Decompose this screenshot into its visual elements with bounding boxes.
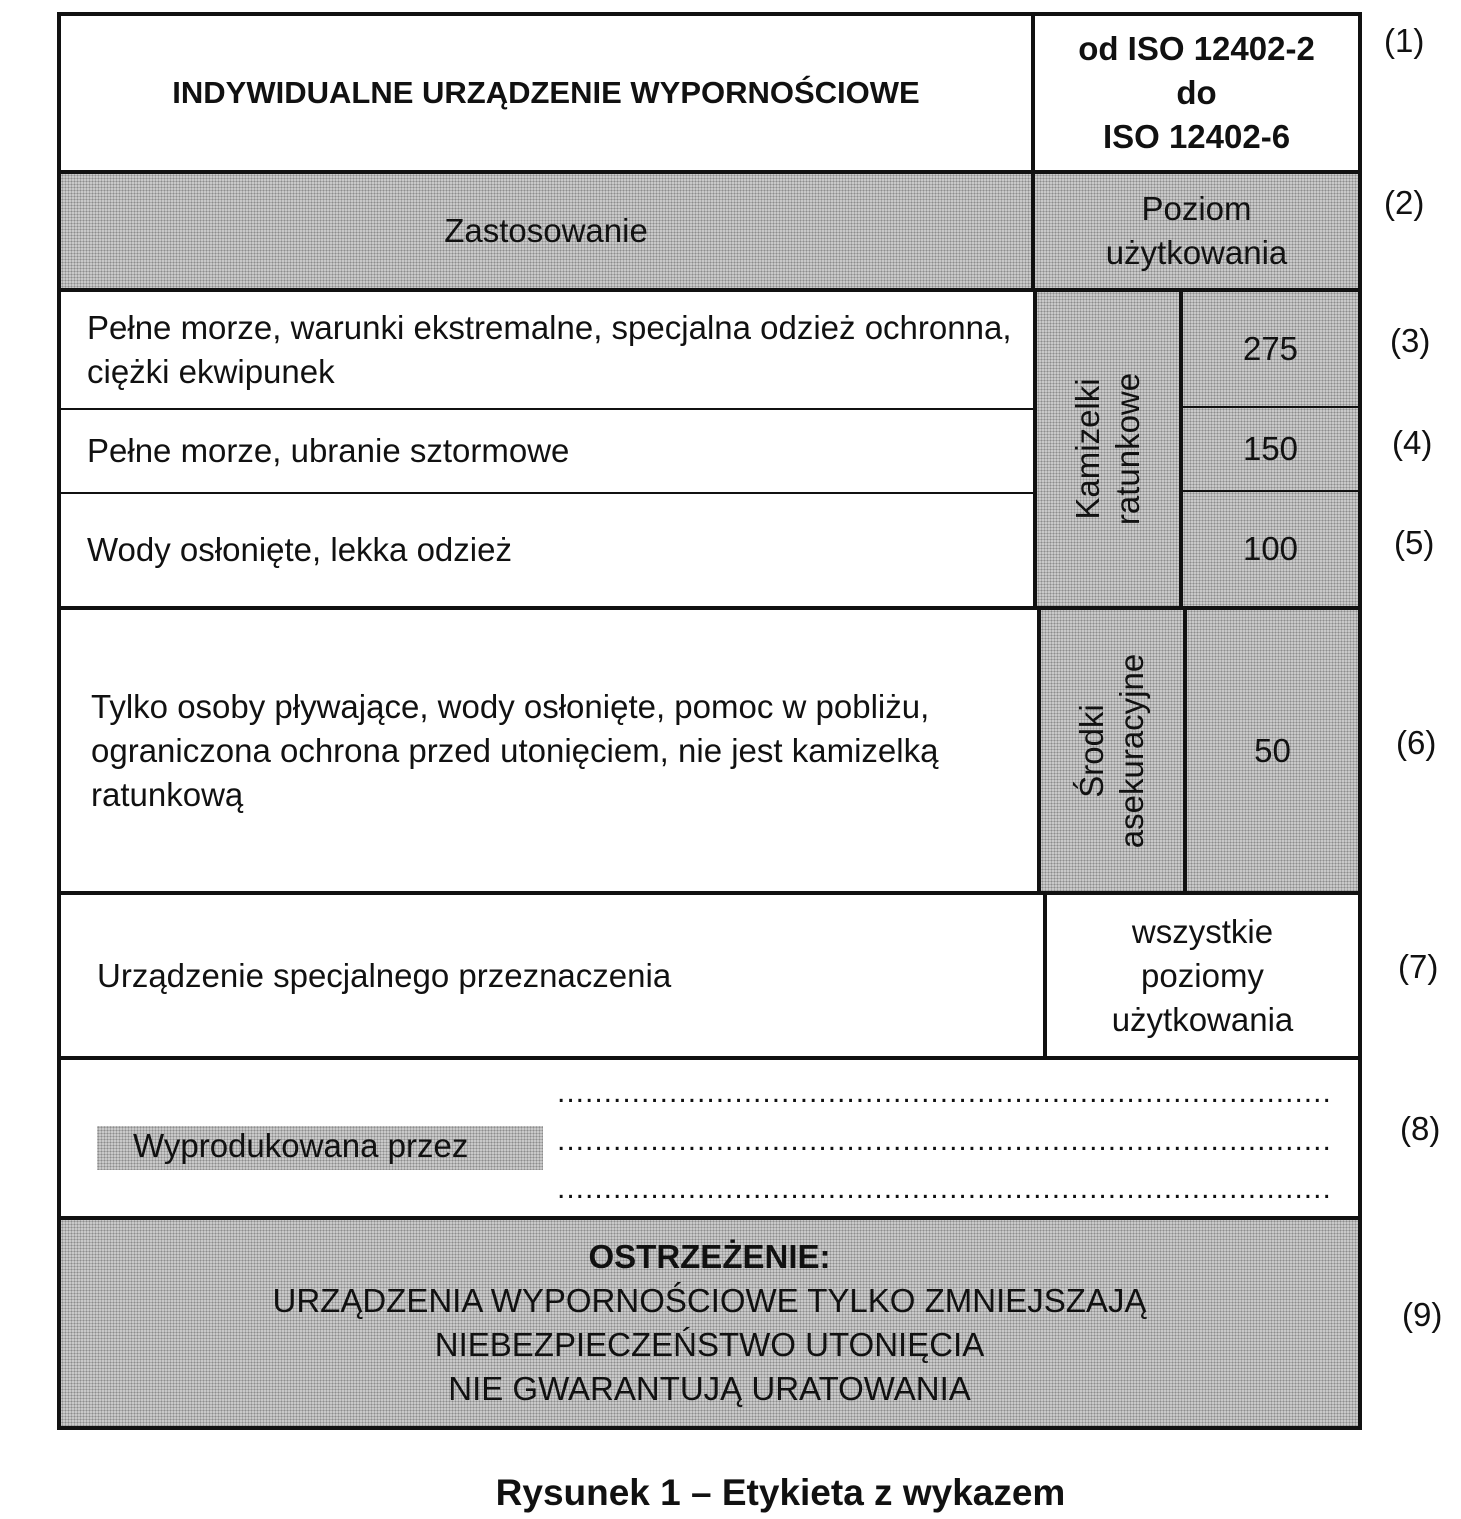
level-150: 150: [1179, 406, 1358, 490]
lifejackets-label-text: Kamizelki ratunkowe: [1069, 372, 1147, 526]
all-levels: wszystkie poziomy użytkowania: [1043, 895, 1358, 1056]
header-row: [61, 16, 1358, 174]
row-7-text: Urządzenie specjalnego przeznaczenia: [97, 956, 672, 994]
level-header: Poziom użytkowania: [1031, 174, 1358, 288]
manufacturer-label: Wyprodukowana przez: [97, 1126, 543, 1170]
aids-label-text: Środki asekuracyjne: [1073, 653, 1151, 848]
ref-number-8: (8): [1400, 1110, 1441, 1147]
warning-row: [61, 1220, 1358, 1426]
iso-to-word: do: [1176, 74, 1217, 111]
ref-number-4: (4): [1392, 424, 1433, 461]
row-6-text: Tylko osoby pływające, wody osłonięte, pomoc w pobliżu, ograniczona ochrona przed utonięciem, nie jest kamizelką ratunkową: [91, 687, 939, 813]
level-100: 100: [1179, 490, 1358, 606]
manufacturer-row: [61, 1060, 1358, 1220]
subheader-row: [61, 174, 1358, 292]
ref-number-2: (2): [1384, 184, 1425, 221]
level-275: 275: [1179, 292, 1358, 406]
iso-range: [1031, 16, 1358, 170]
row-4-text: Pełne morze, ubranie sztormowe: [61, 408, 1033, 492]
warning-line-3: NIE GWARANTUJĄ URATOWANIA: [448, 1370, 971, 1407]
level-50: 50: [1183, 610, 1358, 891]
ref-number-9: (9): [1402, 1296, 1443, 1333]
ref-number-6: (6): [1396, 724, 1437, 761]
buoyancy-aid-row: [61, 610, 1358, 895]
ref-number-3: (3): [1390, 322, 1431, 359]
aids-label: [1037, 610, 1183, 891]
manufacturer-dots-2[interactable]: ...................................................................................: [557, 1124, 1332, 1157]
application-header: Zastosowanie: [444, 212, 648, 249]
ref-number-5: (5): [1394, 524, 1435, 561]
ref-number-1: (1): [1384, 22, 1425, 59]
device-title-text: INDYWIDUALNE URZĄDZENIE WYPORNOŚCIOWE: [172, 75, 920, 110]
manufacturer-dots-3[interactable]: ...................................................................................: [557, 1172, 1332, 1205]
lifejackets-label: [1033, 292, 1179, 606]
label-table: [57, 12, 1362, 1430]
row-5-text: Wody osłonięte, lekka odzież: [61, 492, 1033, 606]
warning-line-2: NIEBEZPIECZEŃSTWO UTONIĘCIA: [434, 1326, 985, 1363]
lifejackets-group: [61, 292, 1358, 610]
iso-to: ISO 12402-6: [1102, 118, 1291, 155]
warning-title: OSTRZEŻENIE:: [588, 1238, 831, 1275]
iso-from: od ISO 12402-2: [1078, 30, 1315, 67]
warning-line-1: URZĄDZENIA WYPORNOŚCIOWE TYLKO ZMNIEJSZAJĄ: [272, 1282, 1147, 1319]
manufacturer-dots-1[interactable]: ...................................................................................: [557, 1076, 1332, 1109]
figure-caption: Rysunek 1 – Etykieta z wykazem: [495, 1472, 1066, 1513]
ref-number-7: (7): [1398, 948, 1439, 985]
special-purpose-row: [61, 895, 1358, 1060]
device-title: [61, 16, 1031, 170]
row-3-text: Pełne morze, warunki ekstremalne, specjalna odzież ochronna, ciężki ekwipunek: [87, 309, 1012, 390]
